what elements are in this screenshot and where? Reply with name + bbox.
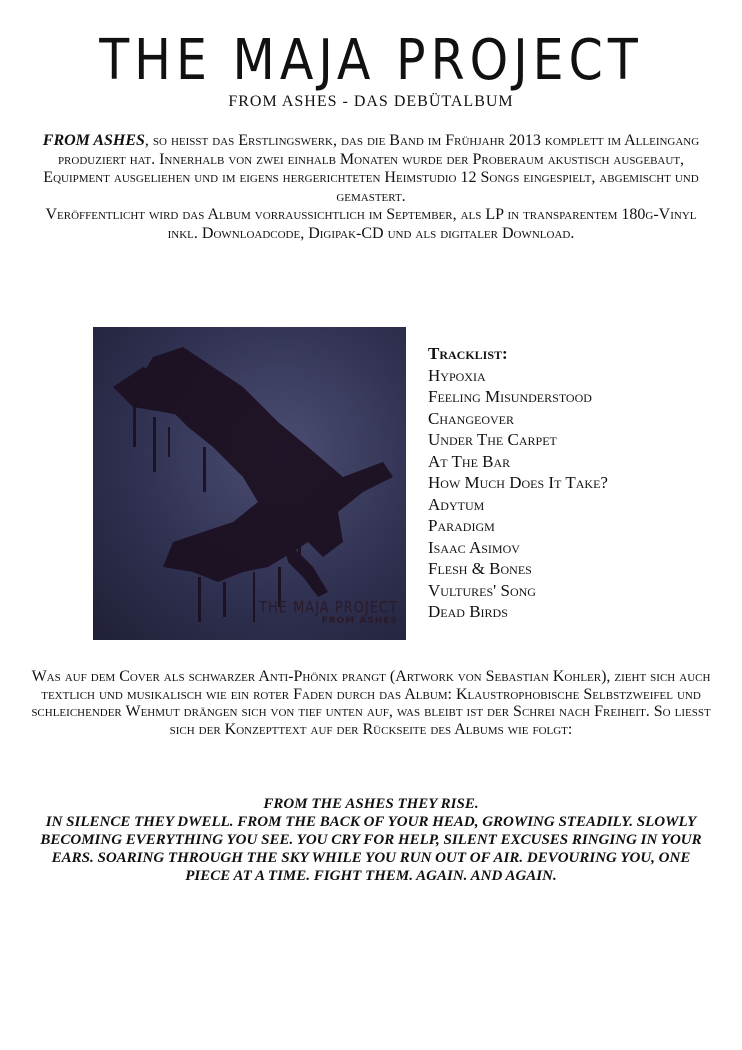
intro-text: , so heisst das Erstlingswerk, das die Band im Frühjahr 2013 komplett im Alleingang produziert hat. Innerhalb von zwei einhalb Monaten wurde der Proberaum akustisch ausgebaut, Equipment ausgeliehen und im eigens hergerichteten Heimstudio 12 Songs eingespielt, abgemischt und gemastert. xyxy=(43,132,700,205)
list-item: Changeover xyxy=(428,408,514,428)
list-item: Adytum xyxy=(428,494,485,514)
page-subtitle: FROM ASHES - DAS DEBÜTALBUM xyxy=(228,93,514,110)
list-item: Dead Birds xyxy=(428,602,508,621)
list-item: Hypoxia xyxy=(428,365,486,385)
concept-body: IN SILENCE THEY DWELL. FROM THE BACK OF YOUR HEAD, GROWING STEADILY. SLOWLY BECOMING EVERYTHING YOU SEE. YOU CRY FOR HELP, SILENT EXCUSES RINGING IN YOUR EARS. SOARING THROUGH THE SKY WHILE YOU RUN OUT OF AIR. DEVOURING YOU, ONE PIECE AT A TIME. FIGHT THEM. AGAIN. AND AGAIN. xyxy=(40,814,702,884)
list-item: How Much Does It Take? xyxy=(428,473,608,492)
track-list xyxy=(428,365,608,623)
description-paragraph: Was auf dem Cover als schwarzer Anti-Phönix prangt (Artwork von Sebastian Kohler), zieht sich auch textlich und musikalisch wie ein roter Faden durch das Album: Klaustrophobische Selbstzweifel und schleichender Wehmut drängen sich von tief unten auf, was bleibt ist der Schrei nach Freiheit. So liesst sich der Konzepttext auf der Rückseite des Albums wie folgt: xyxy=(31,668,711,738)
concept-text xyxy=(40,795,702,885)
list-item: Vultures' Song xyxy=(428,580,536,600)
intro-paragraph xyxy=(30,132,712,243)
album-cover xyxy=(93,327,406,640)
release-text: Veröffentlicht wird das Album vorraussichtlich im September, als LP in transparentem 180g-Vinyl inkl. Downloadcode, Digipak-CD und als digitaler Download. xyxy=(45,206,697,242)
concept-line-1: FROM THE ASHES THEY RISE. xyxy=(263,796,479,812)
list-item: At The Bar xyxy=(428,451,511,471)
list-item: Isaac Asimov xyxy=(428,537,520,557)
list-item: Flesh & Bones xyxy=(428,559,532,578)
cover-band-name: THE MAJA PROJECT xyxy=(259,599,398,618)
list-item: Feeling Misunderstood xyxy=(428,387,592,406)
cover-text xyxy=(259,601,398,626)
album-name-highlight: FROM ASHES xyxy=(42,132,145,149)
tracklist xyxy=(428,343,608,623)
list-item: Under The Carpet xyxy=(428,430,557,449)
list-item: Paradigm xyxy=(428,516,495,535)
cover-album-name: FROM ASHES xyxy=(321,616,398,626)
page-title: THE MAJA PROJECT xyxy=(99,27,643,93)
raven-artwork xyxy=(93,327,406,640)
tracklist-heading: Tracklist: xyxy=(428,344,508,363)
